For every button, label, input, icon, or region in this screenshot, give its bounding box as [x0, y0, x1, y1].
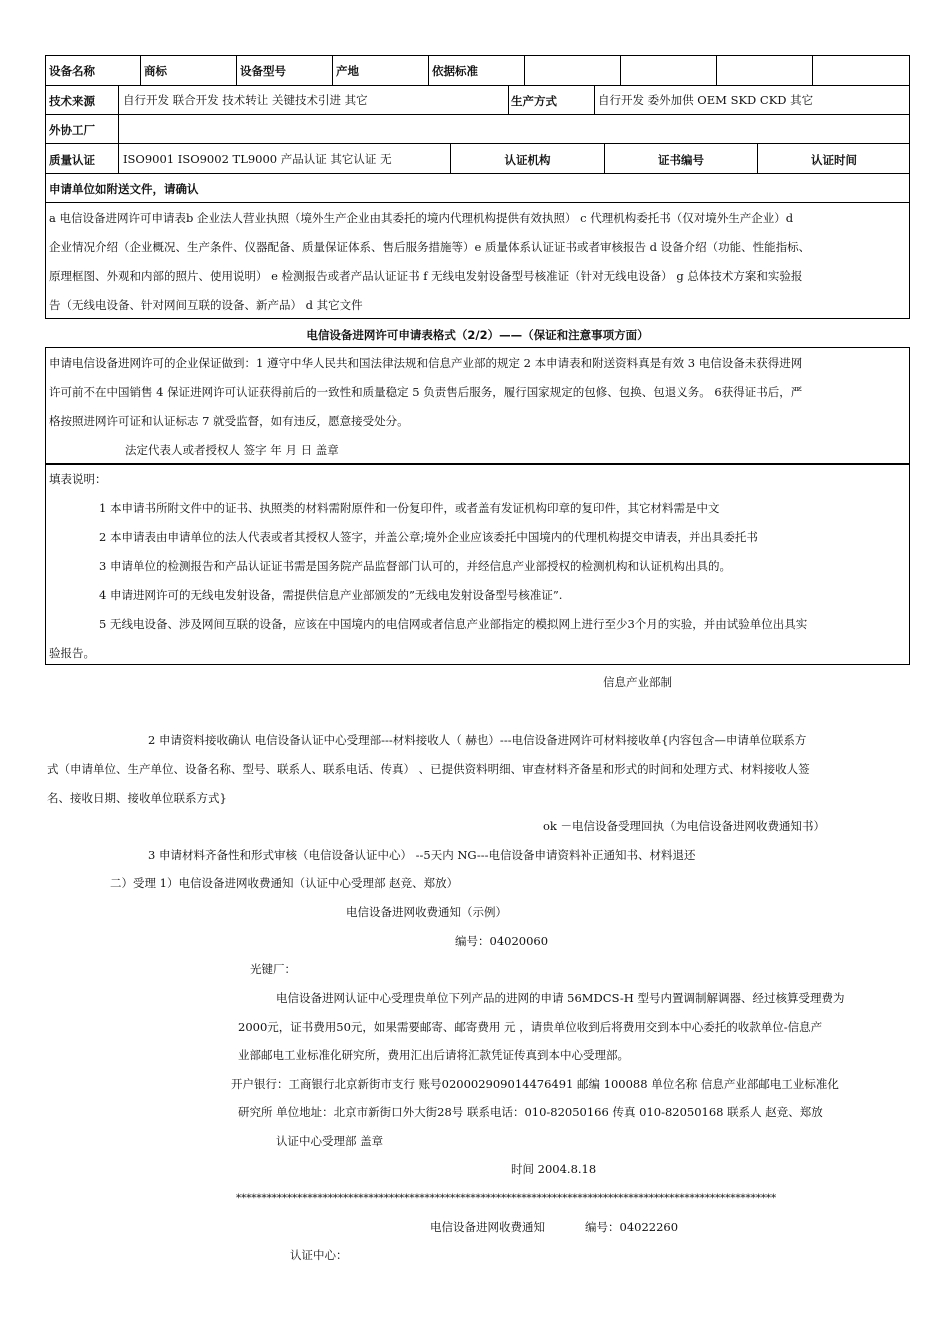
instruction-item: 3 申请单位的检测报告和产品认证证书需是国务院产品监督部门认可的，并经信息产业部授权的检测机构和认证机构出具的。: [99, 559, 731, 573]
model-label: 设备型号: [240, 64, 286, 78]
fee-notice-title: 电信设备进网收费通知（示例）: [346, 905, 507, 919]
guarantee-text: 格按照进网许可证和认证标志 7 就受监督，如有违反，愿意接受处分。: [49, 414, 409, 428]
fee-notice-body: 2000元，证书费用50元，如果需要邮寄、邮寄费用 元 ，请贵单位收到后将费用交到本中心委托的收款单位-信息产: [238, 1020, 823, 1034]
fee-notice-recipient: 光键厂：: [250, 962, 296, 976]
cert-time-label: 认证时间: [811, 153, 857, 167]
device-name-label: 设备名称: [49, 64, 95, 78]
separator-line: **********************************************************************************************************: [236, 1192, 777, 1204]
review-step-text: 3 申请材料齐备性和形式审核（电信设备认证中心） --5天内 NG---电信设备申请资料补正通知书、材料退还: [148, 848, 696, 862]
bank-info: 开户银行：工商银行北京新街市支行 账号020002909014476491 邮编 100088 单位名称 信息产业部邮电工业标准化: [231, 1077, 839, 1091]
origin-label: 产地: [336, 64, 359, 78]
fee-notice-number: 编号：04020060: [455, 934, 549, 948]
instruction-item: 4 申请进网许可的无线电发射设备，需提供信息产业部颁发的”无线电发射设备型号核准证”.: [99, 588, 563, 602]
receipt-confirm-text: 式（申请单位、生产单位、设备名称、型号、联系人、联系电话、传真） 、已提供资料明细、审查材料齐备星和形式的时间和处理方式、材料接收人签: [47, 762, 810, 776]
cert-org-label: 认证机构: [504, 153, 551, 167]
table-rule: [332, 55, 333, 85]
brand-label: 商标: [144, 64, 167, 78]
ministry-credit: 信息产业部制: [603, 675, 672, 689]
table-rule: [118, 85, 119, 173]
cert-number-label: 证书编号: [658, 153, 704, 167]
attachments-text: a 电信设备进网许可申请表b 企业法人营业执照（境外生产企业由其委托的境内代理机构提供有效执照） c 代理机构委托书（仅对境外生产企业）d: [49, 211, 794, 225]
receipt-confirm-text: 名、接收日期、接收单位联系方式}: [47, 791, 227, 805]
outsource-factory-label: 外协工厂: [49, 123, 95, 137]
table-rule: [594, 85, 595, 114]
guarantee-text: 申请电信设备进网许可的企业保证做到：1 遵守中华人民共和国法律法规和信息产业部的规定 2 本申请表和附送资料真是有效 3 电信设备未获得进网: [49, 356, 803, 370]
attachments-text: 告（无线电设备、针对网间互联的设备、新产品） d 其它文件: [49, 298, 363, 312]
table-rule: [508, 85, 509, 114]
instruction-item: 5 无线电设备、涉及网间互联的设备，应该在中国境内的电信网或者信息产业部指定的模拟网上进行至少3个月的实验，并由试验单位出具实: [99, 617, 808, 631]
fee-notice-body: 业部邮电工业标准化研究所，费用汇出后请将汇款凭证传真到本中心受理部。: [238, 1048, 629, 1062]
fee-notice-2-title: 电信设备进网收费通知: [430, 1220, 545, 1234]
table-rule: [428, 55, 429, 85]
instruction-item: 验报告。: [49, 646, 95, 660]
tech-source-label: 技术来源: [49, 94, 95, 108]
acceptance-text: 二）受理 1）电信设备进网收费通知（认证中心受理部 赵竞、郑放）: [110, 876, 459, 890]
standard-label: 依据标准: [432, 64, 478, 78]
guarantee-table-title: 电信设备进网许可申请表格式（2/2）——（保证和注意事项方面）: [306, 328, 649, 342]
fee-notice-2-recipient: 认证中心：: [290, 1248, 348, 1262]
table-rule: [45, 173, 910, 174]
table-rule: [620, 55, 621, 85]
instruction-item: 2 本申请表由申请单位的法人代表或者其授权人签字，并盖公章;境外企业应该委托中国境内的代理机构提交申请表，并出具委托书: [99, 530, 758, 544]
table-rule: [524, 55, 525, 85]
quality-cert-label: 质量认证: [49, 153, 95, 167]
table-rule: [45, 114, 910, 115]
ok-result-text: ok －电信设备受理回执（为电信设备进网收费通知书）: [543, 819, 826, 833]
notice-date: 时间 2004.8.18: [511, 1162, 597, 1176]
signature-line: 法定代表人或者授权人 签字 年 月 日 盖章: [125, 443, 339, 457]
tech-source-options: 自行开发 联合开发 技术转让 关键技术引进 其它: [123, 93, 368, 107]
production-mode-options: 自行开发 委外加供 OEM SKD CKD 其它: [598, 93, 814, 107]
table-rule: [236, 55, 237, 85]
stamp-line: 认证中心受理部 盖章: [276, 1134, 384, 1148]
guarantee-text: 许可前不在中国销售 4 保证进网许可认证获得前后的一致性和质量稳定 5 负责售后服务，履行国家规定的包修、包换、包退义务。 6获得证书后，严: [49, 385, 803, 399]
table-rule: [45, 143, 910, 144]
table-rule: [140, 55, 141, 85]
instruction-item: 1 本申请书所附文件中的证书、执照类的材料需附原件和一份复印件，或者盖有发证机构印章的复印件，其它材料需是中文: [99, 501, 720, 515]
attachments-text: 企业情况介绍（企业概况、生产条件、仪器配备、质量保证体系、售后服务措施等）e 质量体系认证证书或者审核报告 d 设备介绍（功能、性能指标、: [49, 240, 811, 254]
production-mode-label: 生产方式: [511, 94, 557, 108]
bank-info: 研究所 单位地址：北京市新街口外大街28号 联系电话：010-82050166 传真 010-82050168 联系人 赵竞、郑放: [238, 1105, 823, 1119]
table-rule: [45, 202, 910, 203]
fee-notice-body: 电信设备进网认证中心受理贵单位下列产品的进网的申请 56MDCS-H 型号内置调制解调器、经过核算受理费为: [276, 991, 845, 1005]
attachments-label: 申请单位如附送文件，请确认: [49, 182, 199, 196]
table-rule: [716, 55, 717, 85]
quality-cert-options: ISO9001 ISO9002 TL9000 产品认证 其它认证 无: [123, 152, 392, 166]
table-rule: [45, 85, 910, 86]
receipt-confirm-text: 2 申请资料接收确认 电信设备认证中心受理部---材料接收人（ 赫也）---电信设备进网许可材料接收单{内容包含—申请单位联系方: [148, 733, 807, 747]
table-rule: [812, 55, 813, 85]
attachments-text: 原理框图、外观和内部的照片、使用说明） e 检测报告或者产品认证证书 f 无线电发射设备型号核准证（针对无线电设备） g 总体技术方案和实验报: [49, 269, 803, 283]
instructions-title: 填表说明：: [49, 472, 107, 486]
fee-notice-2-number: 编号：04022260: [585, 1220, 679, 1234]
